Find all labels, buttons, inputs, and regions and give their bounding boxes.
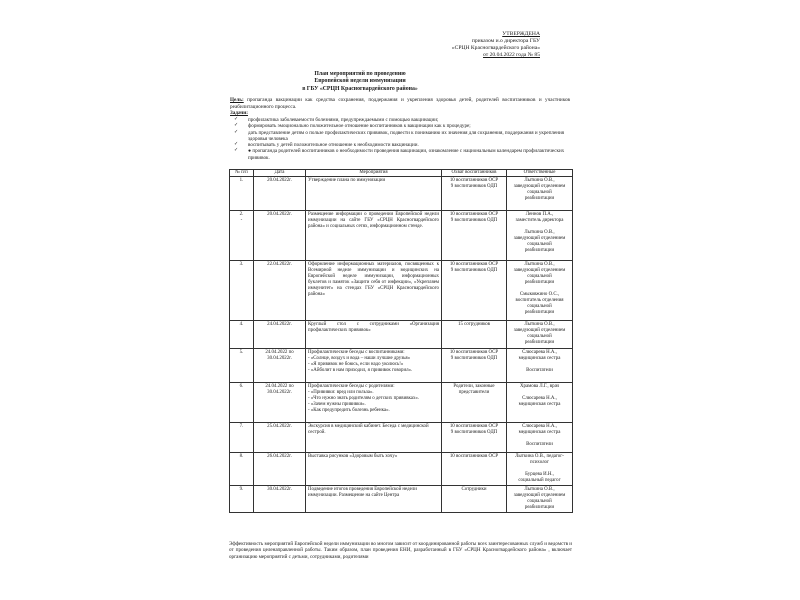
table-header-row <box>230 170 573 177</box>
row-coverage: Сотрудники <box>442 486 507 513</box>
row-event: Экскурсия в медицинский кабинет. Беседа с медицинской сестрой. <box>306 423 442 453</box>
row-date: 20.04.2022г. <box>254 211 306 261</box>
row-coverage: 10 воспитанников ОСР 9 воспитанников ОДП <box>442 423 507 453</box>
header-date: Дата <box>254 170 306 177</box>
row-event: Выставка рисунков «Здоровым быть хочу» <box>306 453 442 486</box>
row-number: 9. <box>230 486 254 513</box>
checkmark-icon: ✓ <box>234 117 239 122</box>
task-text: формировать эмоционально положительное отношение воспитанников к вакцинации как к процедуре; <box>248 123 471 130</box>
row-coverage: 10 воспитанников ОСР 9 воспитанников ОДП <box>442 211 507 261</box>
conclusion-paragraph: Эффективность мероприятий Европейской недели иммунизации во многом зависит от координированной работы всех заинтересованных служб и ведомств и от проведения целенаправленной работы. Таким образом, план проведения ЕНИ, разработанный в ГБУ «СРЦН Красногвардейского района» , включает организацию мероприятий с детьми, сотрудниками, родителями <box>229 541 572 560</box>
header-responsible: Ответственные <box>507 170 573 177</box>
table-row <box>230 177 573 211</box>
row-date: 24.04.2022 по 30.04.2022г. <box>254 349 306 383</box>
table-row <box>230 383 573 423</box>
task-item <box>232 130 572 143</box>
row-date: 20.04.2022г. <box>254 177 306 211</box>
row-number: 4. <box>230 321 254 349</box>
task-text: профилактика заболеваемости болезнями, предупреждаемыми с помощью вакцинации; <box>248 117 439 123</box>
approval-line: от 20.04.2022 года № 85 <box>483 52 540 58</box>
header-number: № п/п <box>230 170 254 177</box>
row-responsible: Леннов П.А., заместитель директора Лыткина О.В., заведующий отделением социальной реабилитации <box>507 211 573 261</box>
row-responsible: Слюсарева Н.А., медицинская сестра Воспитатели <box>507 423 573 453</box>
row-coverage: 10 воспитанников ОСР 9 воспитанников ОДП <box>442 349 507 383</box>
approval-line: «СРЦН Красногвардейского района» <box>451 45 540 51</box>
row-number: 3. <box>230 261 254 321</box>
row-date: 24.04.2022 по 30.04.2022г. <box>254 383 306 423</box>
document-title <box>300 71 420 93</box>
row-coverage: 10 воспитанников ОСР 9 воспитанников ОДП <box>442 177 507 211</box>
row-number: 5. <box>230 349 254 383</box>
task-text: дать представление детям о пользе профилактических прививок, подвести к пониманию их значения для сохранения, поддержания и укрепления здоровья человека <box>248 129 565 142</box>
approval-line: УТВЕРЖДЕНА <box>502 31 540 37</box>
row-number: 8. <box>230 453 254 486</box>
row-date: 24.04.2022г. <box>254 321 306 349</box>
row-responsible: Храмова Л.Г., врач Слюсарева Н.А., медицинская сестра <box>507 383 573 423</box>
goal-paragraph <box>230 97 570 110</box>
table-row <box>230 261 573 321</box>
task-text: воспитывать у детей положительное отношение к необходимости вакцинации. <box>248 142 419 149</box>
title-line: в ГБУ «СРЦН Красногвардейского района» <box>302 85 418 92</box>
table-row <box>230 486 573 513</box>
row-responsible: Лыткина О.В., заведующий отделением социальной реабилитации Смыковжино О.С., воспитатель отделения социальной реабилитации <box>507 261 573 321</box>
row-event: Подведение итогов проведения Европейской недели иммунизации. Размещение на сайте Центра <box>306 486 442 513</box>
row-number: 2. - <box>230 211 254 261</box>
row-number: 7. <box>230 423 254 453</box>
checkmark-icon: ✓ <box>234 148 239 154</box>
tasks-label: Задачи: <box>230 110 248 116</box>
table-row <box>230 453 573 486</box>
table-row <box>230 211 573 261</box>
row-number: 6. <box>230 383 254 423</box>
row-number: 1. <box>230 177 254 211</box>
header-events: Мероприятия <box>306 170 442 177</box>
row-date: 26.04.2022г. <box>254 453 306 486</box>
row-date: 22.04.2022г. <box>254 261 306 321</box>
approval-line: приказом и.о директора ГБУ <box>471 38 540 44</box>
task-item <box>232 148 572 161</box>
row-responsible: Лыткина О.В., заведующий отделением социальной реабилитации <box>507 321 573 349</box>
task-text: ● пропаганда родителей воспитанников о необходимости проведения вакцинации, ознакомление с национальным календарем профилактических прививок. <box>248 148 565 161</box>
row-responsible: Лыткина О.В., педагог- психолог Бурцева И.Н., социальный педагог <box>507 453 573 486</box>
row-coverage: 10 воспитанников ОСР 9 воспитанников ОДП <box>442 261 507 321</box>
row-event: Размещение информации о проведении Европейской недели иммунизации на сайте ГБУ «СРЦН Красногвардейского района» и социальных сетях, информационном стенде. <box>306 211 442 261</box>
row-event: Утверждение плана по иммунизации <box>306 177 442 211</box>
events-table <box>229 169 573 513</box>
goal-text: пропаганда вакцинации как средства сохранения, поддержания и укрепления здоровья детей, родителей воспитанников и участников реабилитационного процесса. <box>230 97 570 110</box>
row-event: Оформление информационных материалов, посвященных к Всемирной неделе иммунизации и медицинских на Европейской неделе иммунизации, информационных буклетов и памяток «Защити себя от инфекции», «Укрепляем иммунитет» на стендах ГБУ «СРЦН Красногвардейского района» <box>306 261 442 321</box>
row-event: Профилактические беседы с воспитанниками: - «Солнце, воздух и вода – наши лучшие друзья» - «Я прививок не боюсь, если надо уколюсь!» - «Айболит в нам приходил, я прививок говорил». <box>306 349 442 383</box>
tasks-list <box>232 117 572 161</box>
row-date: 30.04.2022г. <box>254 486 306 513</box>
table-row <box>230 423 573 453</box>
row-event: Профилактические беседы с родителями: - «Прививки: вред или польза». - «Что нужно знать родителям о детских прививках». - «Зачем нужны прививки». - «Как предупредить болезнь ребенка». <box>306 383 442 423</box>
checkmark-icon: ✓ <box>234 123 239 129</box>
row-responsible: Лыткина О.В., заведующий отделением социальной реабилитации <box>507 177 573 211</box>
row-responsible: Лыткина О.В., заведующий отделением социальной реабилитации <box>507 486 573 513</box>
row-coverage: 15 сотрудников <box>442 321 507 349</box>
checkmark-icon: ✓ <box>234 142 239 148</box>
title-line: Европейской недели иммунизации <box>314 78 406 85</box>
row-coverage: 10 воспитанников ОСР <box>442 453 507 486</box>
table-row <box>230 349 573 383</box>
goal-label: Цель: <box>230 97 244 103</box>
row-date: 25.04.2022г. <box>254 423 306 453</box>
checkmark-icon: ✓ <box>234 129 239 135</box>
title-line: План мероприятий по проведению <box>314 71 406 77</box>
table-row <box>230 321 573 349</box>
row-responsible: Слюсарева Н.А., медицинская сестра Воспитатели <box>507 349 573 383</box>
header-coverage: Охват воспитанников <box>442 170 507 177</box>
row-event: Круглый стол с сотрудниками «Организация профилактических прививок» <box>306 321 442 349</box>
approval-stamp <box>400 31 540 59</box>
row-coverage: Родители, законные представители <box>442 383 507 423</box>
